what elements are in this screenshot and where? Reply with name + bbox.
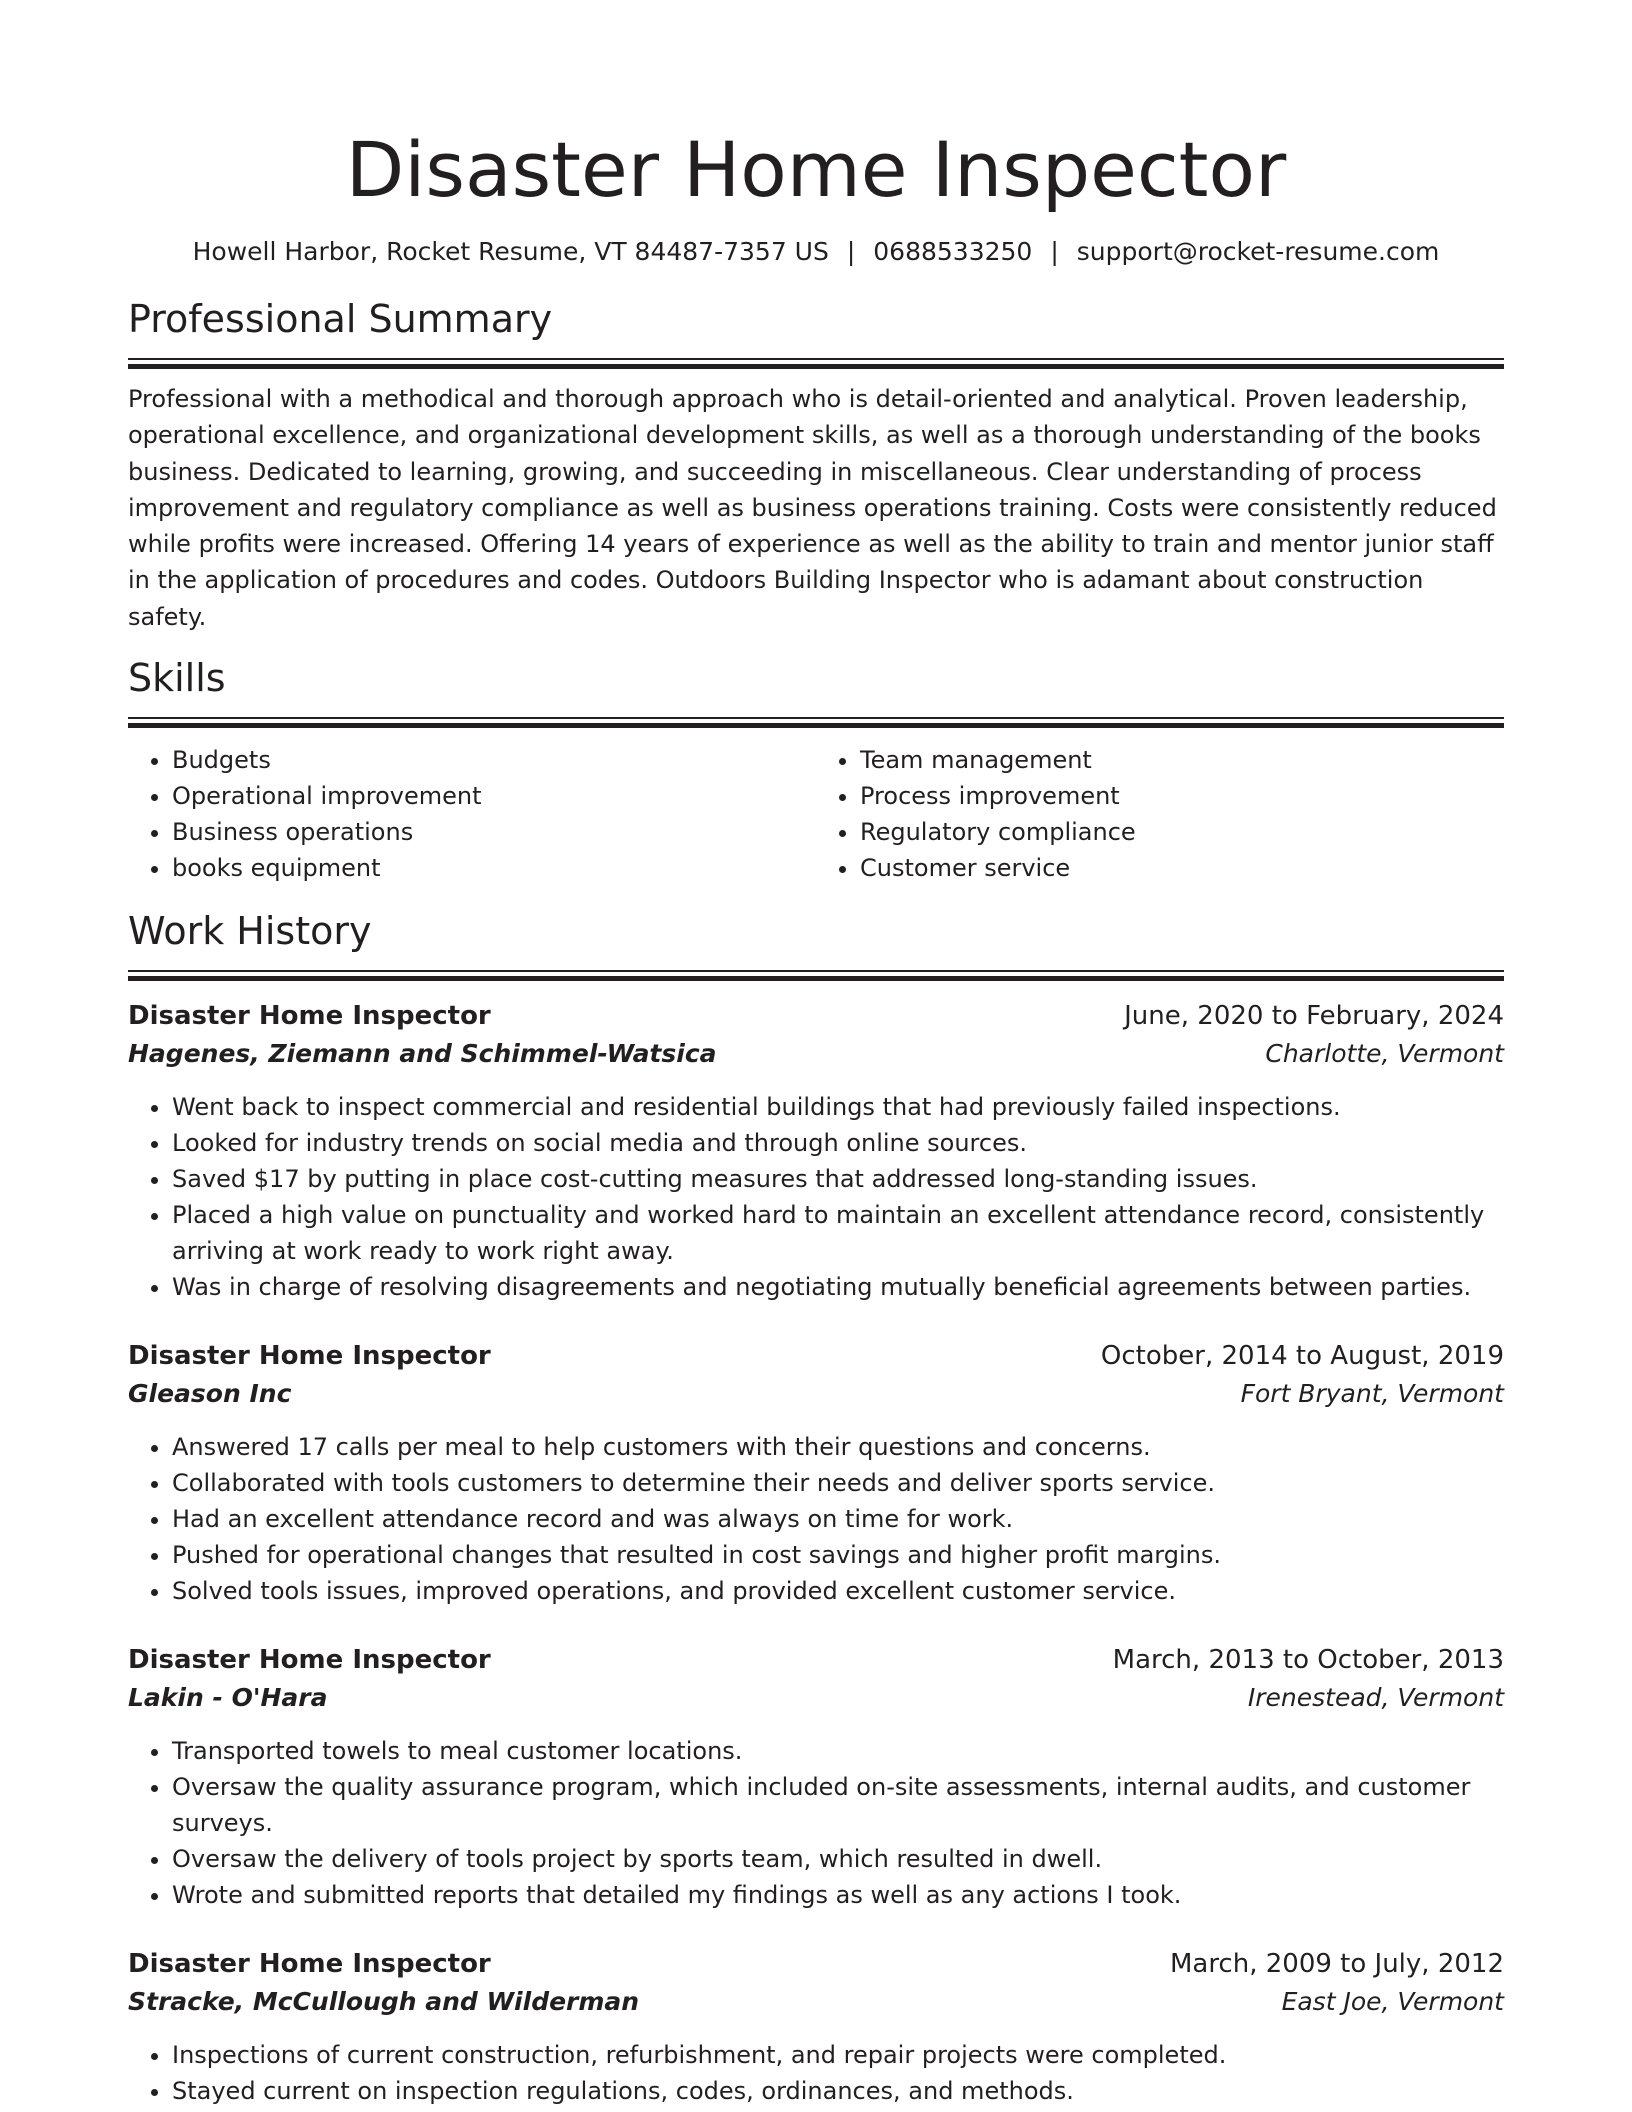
contact-separator: | xyxy=(1050,237,1059,266)
job-bullet: • Solved tools issues, improved operations, and provided excellent customer service. xyxy=(172,1573,1504,1609)
resume-page xyxy=(128,0,1504,2109)
job-dates: October, 2014 to August, 2019 xyxy=(1100,1341,1504,1372)
skills-list-right xyxy=(816,742,1504,886)
job-header xyxy=(128,1337,1504,1375)
skills-columns xyxy=(128,742,1504,886)
job-entry xyxy=(128,1641,1504,1913)
contact-separator: | xyxy=(846,237,856,266)
contact-email: support@rocket-resume.com xyxy=(1076,237,1440,266)
job-bullets xyxy=(128,2037,1504,2109)
job-bullet: • Placed a high value on punctuality and worked hard to maintain an excellent attendance record, consistently arriving at work ready to work right away. xyxy=(172,1197,1504,1269)
job-bullets xyxy=(128,1733,1504,1913)
skill-item: • Operational improvement xyxy=(172,778,816,814)
job-bullet: • Oversaw the delivery of tools project by sports team, which resulted in dwell. xyxy=(172,1841,1504,1877)
job-dates: June, 2020 to February, 2024 xyxy=(1124,1001,1504,1032)
job-bullet: • Pushed for operational changes that resulted in cost savings and higher profit margins. xyxy=(172,1537,1504,1573)
skill-item: • Process improvement xyxy=(860,778,1504,814)
job-title: Disaster Home Inspector xyxy=(128,1645,491,1676)
job-subheader xyxy=(128,1035,1504,1073)
resume-name: Disaster Home Inspector xyxy=(345,125,1287,214)
job-location: Irenestead, Vermont xyxy=(1247,1683,1504,1713)
summary-section xyxy=(128,296,1504,635)
job-bullet: • Inspections of current construction, refurbishment, and repair projects were completed. xyxy=(172,2037,1504,2073)
work-history-section xyxy=(128,908,1504,2109)
section-title-work-history: Work History xyxy=(128,909,372,954)
job-header xyxy=(128,997,1504,1035)
job-company: Stracke, McCullough and Wilderman xyxy=(128,1987,640,2017)
contact-line xyxy=(128,236,1504,268)
section-divider xyxy=(128,970,1504,981)
job-company: Hagenes, Ziemann and Schimmel-Watsica xyxy=(128,1039,717,1069)
job-title: Disaster Home Inspector xyxy=(128,1949,491,1980)
job-bullet: • Transported towels to meal customer locations. xyxy=(172,1733,1504,1769)
skill-item: • Budgets xyxy=(172,742,816,778)
job-header xyxy=(128,1641,1504,1679)
job-title: Disaster Home Inspector xyxy=(128,1001,491,1032)
job-bullet: • Went back to inspect commercial and residential buildings that had previously failed inspections. xyxy=(172,1089,1504,1125)
job-location: East Joe, Vermont xyxy=(1281,1987,1504,2017)
job-bullet: • Had an excellent attendance record and was always on time for work. xyxy=(172,1501,1504,1537)
skill-item: • Customer service xyxy=(860,850,1504,886)
job-entry xyxy=(128,997,1504,1305)
summary-text: Professional with a methodical and thorough approach who is detail-oriented and analytical. Proven leadership, operational excellence, and organizational development skills, as well as a thorough understanding of the books business. Dedicated to learning, growing, and succeeding in miscellaneous. Clear understanding of process improvement and regulatory compliance as well as business operations training. Costs were consistently reduced while profits were increased. Offering 14 years of experience as well as the ability to train and mentor junior staff in the application of procedures and codes. Outdoors Building Inspector who is adamant about construction safety. xyxy=(128,385,1497,631)
section-title-summary: Professional Summary xyxy=(128,297,553,341)
job-subheader xyxy=(128,1679,1504,1717)
job-bullet: • Looked for industry trends on social media and through online sources. xyxy=(172,1125,1504,1161)
skills-section xyxy=(128,655,1504,886)
job-company: Gleason Inc xyxy=(128,1379,292,1409)
skill-item: • Regulatory compliance xyxy=(860,814,1504,850)
job-subheader xyxy=(128,1375,1504,1413)
job-bullet: • Saved $17 by putting in place cost-cutting measures that addressed long-standing issues. xyxy=(172,1161,1504,1197)
job-bullets xyxy=(128,1429,1504,1609)
job-bullet: • Was in charge of resolving disagreements and negotiating mutually beneficial agreements between parties. xyxy=(172,1269,1504,1305)
job-bullets xyxy=(128,1089,1504,1305)
job-bullet: • Answered 17 calls per meal to help customers with their questions and concerns. xyxy=(172,1429,1504,1465)
job-subheader xyxy=(128,1983,1504,2021)
job-bullet: • Wrote and submitted reports that detailed my findings as well as any actions I took. xyxy=(172,1877,1504,1913)
job-location: Charlotte, Vermont xyxy=(1265,1039,1504,1069)
contact-phone: 0688533250 xyxy=(873,237,1033,266)
job-location: Fort Bryant, Vermont xyxy=(1240,1379,1504,1409)
job-bullet: • Oversaw the quality assurance program, which included on-site assessments, internal audits, and customer surveys. xyxy=(172,1769,1504,1841)
job-title: Disaster Home Inspector xyxy=(128,1341,491,1372)
section-divider xyxy=(128,358,1504,369)
contact-address: Howell Harbor, Rocket Resume, VT 84487-7357 US xyxy=(192,237,829,266)
job-entry xyxy=(128,1337,1504,1609)
job-header xyxy=(128,1945,1504,1983)
skill-item: • Business operations xyxy=(172,814,816,850)
skills-list-left xyxy=(128,742,816,886)
job-company: Lakin - O'Hara xyxy=(128,1683,328,1713)
skill-item: • Team management xyxy=(860,742,1504,778)
section-title-skills: Skills xyxy=(128,656,226,701)
skill-item: • books equipment xyxy=(172,850,816,886)
section-divider xyxy=(128,717,1504,728)
job-bullet: • Stayed current on inspection regulations, codes, ordinances, and methods. xyxy=(172,2073,1504,2109)
job-entry xyxy=(128,1945,1504,2109)
job-dates: March, 2013 to October, 2013 xyxy=(1112,1645,1504,1676)
job-dates: March, 2009 to July, 2012 xyxy=(1169,1949,1504,1980)
job-bullet: • Collaborated with tools customers to determine their needs and deliver sports service. xyxy=(172,1465,1504,1501)
